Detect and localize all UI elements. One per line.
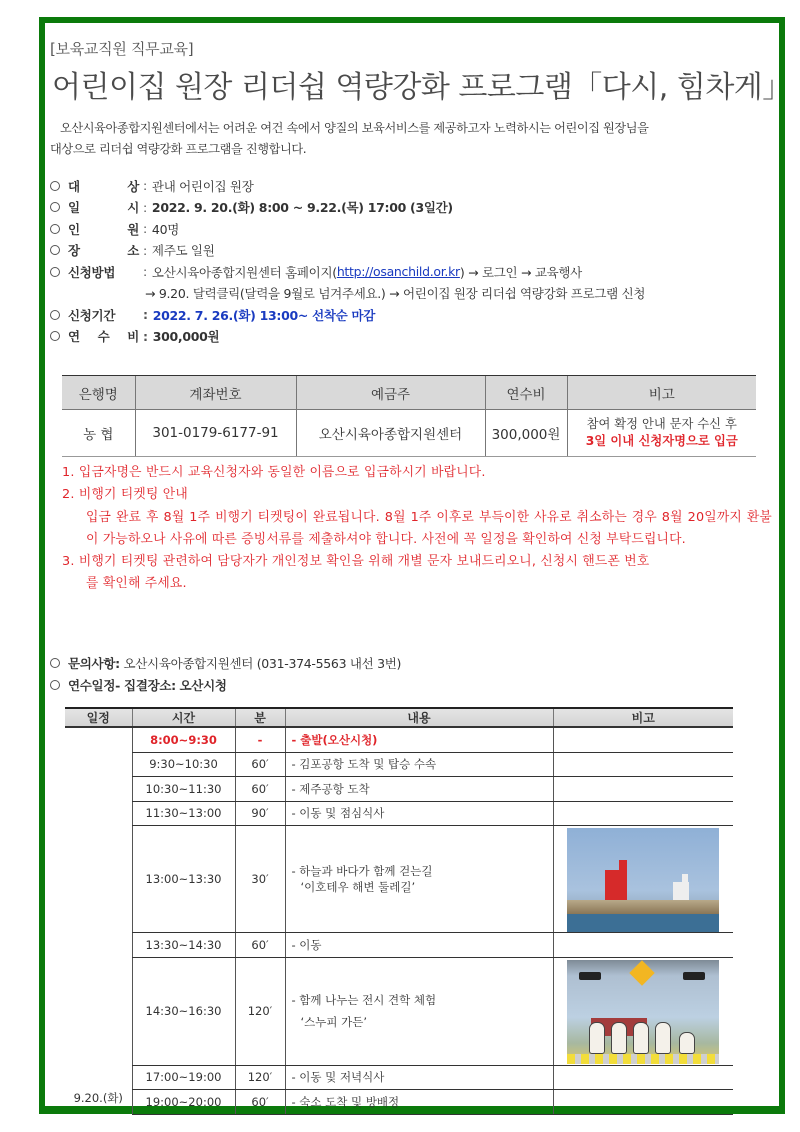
schedule-time: 13:30~14:30 [132, 933, 235, 958]
info-label: 신청기간 [68, 307, 116, 323]
info-apply-method: 신청방법 : 오산시육아종합지원센터 홈페이지( http://osanchild.or.kr ) → 로그인 → 교육행사 [50, 261, 775, 283]
col-header: 시간 [132, 708, 235, 727]
table-row [65, 777, 733, 802]
info-label: 장 소 [68, 243, 139, 259]
col-header: 분 [235, 708, 285, 727]
traffic-light-icon [683, 972, 705, 980]
circle-bullet-icon [50, 680, 60, 690]
schedule-minutes: 60′ [235, 1090, 285, 1115]
beach-lighthouse-photo [567, 828, 719, 932]
col-header: 비고 [553, 708, 733, 727]
table-row [65, 801, 733, 826]
info-value: 40명 [151, 221, 180, 237]
schedule-content: - 제주공항 도착 [285, 777, 553, 802]
schedule-minutes: 60′ [235, 933, 285, 958]
notice-item: 2. 비행기 티켓팅 안내 [62, 487, 188, 503]
info-value: 2022. 9. 20.(화) 8:00 ~ 9.22.(목) 17:00 (3일간) [151, 200, 453, 216]
schedule-minutes: 120′ [235, 1065, 285, 1090]
schedule-note [553, 1065, 733, 1090]
info-list [50, 175, 775, 347]
snoopy-garden-photo [567, 960, 719, 1064]
schedule-content: - 이동 및 저녁식사 [285, 1065, 553, 1090]
circle-bullet-icon [50, 181, 60, 191]
schedule-note [553, 752, 733, 777]
meeting-place: 오산시청 [179, 678, 227, 693]
col-header: 예금주 [296, 376, 485, 410]
schedule-content: - 하늘과 바다가 함께 걷는길 ‘이호테우 해변 둘레길’ [285, 826, 553, 933]
schedule-day: 9.20.(화) [73, 1091, 123, 1105]
schedule-time: 11:30~13:00 [132, 801, 235, 826]
schedule-note [553, 727, 733, 752]
bank-name: 농 협 [62, 410, 135, 457]
info-datetime: 일 시 : 2022. 9. 20.(화) 8:00 ~ 9.22.(목) 17:00 (3일간) [50, 197, 775, 219]
schedule-time: 10:30~11:30 [132, 777, 235, 802]
circle-bullet-icon [50, 267, 60, 277]
info-label: 인 원 [68, 221, 139, 237]
col-header: 은행명 [62, 376, 135, 410]
schedule-minutes: 120′ [235, 957, 285, 1065]
col-header: 비고 [567, 376, 756, 410]
schedule-time: 19:00~20:00 [132, 1090, 235, 1115]
circle-bullet-icon [50, 310, 60, 320]
schedule-content: - 이동 및 점심식사 [285, 801, 553, 826]
schedule-minutes: 90′ [235, 801, 285, 826]
schedule-note [553, 1090, 733, 1115]
schedule-time: 8:00~9:30 [132, 727, 235, 752]
circle-bullet-icon [50, 658, 60, 668]
account-number: 301-0179-6177-91 [135, 410, 296, 457]
payment-note: 참여 확정 안내 문자 수신 후 3일 이내 신청자명으로 입금 [567, 410, 756, 457]
info-label: 일 시 [68, 200, 139, 216]
schedule-note [553, 777, 733, 802]
circle-bullet-icon [50, 331, 60, 341]
notice-list [62, 462, 772, 596]
schedule-heading [50, 674, 401, 696]
table-row [65, 752, 733, 777]
schedule-note [553, 826, 733, 933]
intro-line-2: 대상으로 리더쉽 역량강화 프로그램을 진행합니다. [50, 142, 307, 156]
schedule-minutes: 60′ [235, 752, 285, 777]
info-value: 300,000원 [152, 329, 220, 345]
info-apply-period: 신청기간 : 2022. 7. 26.(화) 13:00~ 선착순 마감 [50, 304, 775, 326]
info-label: 대 상 [68, 178, 139, 194]
schedule-time: 9:30~10:30 [132, 752, 235, 777]
table-row [65, 957, 733, 1065]
notice-item-detail: 를 확인해 주세요. [86, 576, 187, 592]
schedule-content: - 함께 나누는 전시 견학 체험 ‘스누피 가든’ [285, 957, 553, 1065]
schedule-time: 13:00~13:30 [132, 826, 235, 933]
table-row [65, 826, 733, 933]
homepage-link[interactable]: http://osanchild.or.kr [336, 264, 460, 280]
col-header: 일정 [65, 708, 132, 727]
info-value: 관내 어린이집 원장 [151, 178, 254, 194]
table-row [65, 727, 733, 752]
schedule-note [553, 957, 733, 1065]
notice-item: 1. 입금자명은 반드시 교육신청자와 동일한 이름으로 입금하시기 바랍니다. [62, 465, 486, 480]
info-label: 신청방법 [68, 264, 116, 280]
col-header: 내용 [285, 708, 553, 727]
intro-line-1: 오산시육아종합지원센터에서는 어려운 여건 속에서 양질의 보육서비스를 제공하고자 노력하시는 어린이집 원장님을 [60, 121, 649, 135]
schedule-minutes: 30′ [235, 826, 285, 933]
schedule-note [553, 933, 733, 958]
info-target: 대 상 : 관내 어린이집 원장 [50, 175, 775, 197]
circle-bullet-icon [50, 202, 60, 212]
info-fee: 연 수 비 : 300,000원 [50, 326, 775, 348]
road-sign-icon [630, 960, 655, 985]
notice-item-detail: 입금 완료 후 8월 1주 비행기 티켓팅이 완료됩니다. 8월 1주 이후로 부득이한 사유로 취소하는 경우 8월 20일까지 환불이 가능하오나 사유에 따른 증빙서류를 제출하셔야 합니다. 사전에 꼭 일정을 확인하여 신청 부탁드립니다. [86, 509, 772, 547]
schedule-time: 17:00~19:00 [132, 1065, 235, 1090]
contact-value: 오산시육아종합지원센터 (031-374-5563 내선 3번) [123, 656, 402, 671]
table-row [65, 1065, 733, 1090]
schedule-label: 연수일정- 집결장소: [68, 678, 176, 693]
bank-account-table [62, 375, 756, 457]
contact-section [50, 652, 401, 696]
schedule-content: - 숙소 도착 및 방배정 [285, 1090, 553, 1115]
traffic-light-icon [579, 972, 601, 980]
info-value: 오산시육아종합지원센터 홈페이지( [151, 264, 337, 280]
schedule-content: - 출발(오산시청) [285, 727, 553, 752]
page-title: 어린이집 원장 리더쉽 역량강화 프로그램「다시, 힘차게」 [52, 70, 792, 105]
fee-amount: 300,000원 [485, 410, 567, 457]
account-holder: 오산시육아종합지원센터 [296, 410, 485, 457]
table-row [65, 1090, 733, 1115]
table-header-row [65, 708, 733, 727]
info-apply-method-cont: → 9.20. 달력클릭(달력을 9월로 넘겨주세요.) → 어린이집 원장 리더쉽 역량강화 프로그램 신청 [145, 286, 646, 302]
circle-bullet-icon [50, 224, 60, 234]
schedule-note [553, 801, 733, 826]
red-horse-lighthouse-icon [605, 870, 627, 900]
schedule-minutes: - [235, 727, 285, 752]
notice-item: 3. 비행기 티켓팅 관련하여 담당자가 개인정보 확인을 위해 개별 문자 보내드리오니, 신청시 핸드폰 번호 [62, 554, 650, 570]
info-value: 제주도 일원 [151, 243, 215, 259]
col-header: 계좌번호 [135, 376, 296, 410]
table-row [65, 933, 733, 958]
schedule-time: 14:30~16:30 [132, 957, 235, 1065]
contact-info [50, 652, 401, 674]
schedule-minutes: 60′ [235, 777, 285, 802]
white-horse-lighthouse-icon [673, 882, 689, 900]
info-label: 연 수 비 [68, 329, 139, 345]
schedule-content: - 김포공항 도착 및 탑승 수속 [285, 752, 553, 777]
table-row [62, 410, 756, 457]
col-header: 연수비 [485, 376, 567, 410]
schedule-content: - 이동 [285, 933, 553, 958]
info-place: 장 소 : 제주도 일원 [50, 240, 775, 262]
circle-bullet-icon [50, 245, 60, 255]
info-headcount: 인 원 : 40명 [50, 218, 775, 240]
schedule-table [65, 707, 733, 1115]
table-header-row [62, 376, 756, 410]
contact-label: 문의사항: [68, 656, 120, 671]
intro-paragraph [50, 118, 770, 160]
info-value: 2022. 7. 26.(화) 13:00~ 선착순 마감 [152, 307, 376, 323]
category-label: [보육교직원 직무교육] [50, 40, 194, 58]
